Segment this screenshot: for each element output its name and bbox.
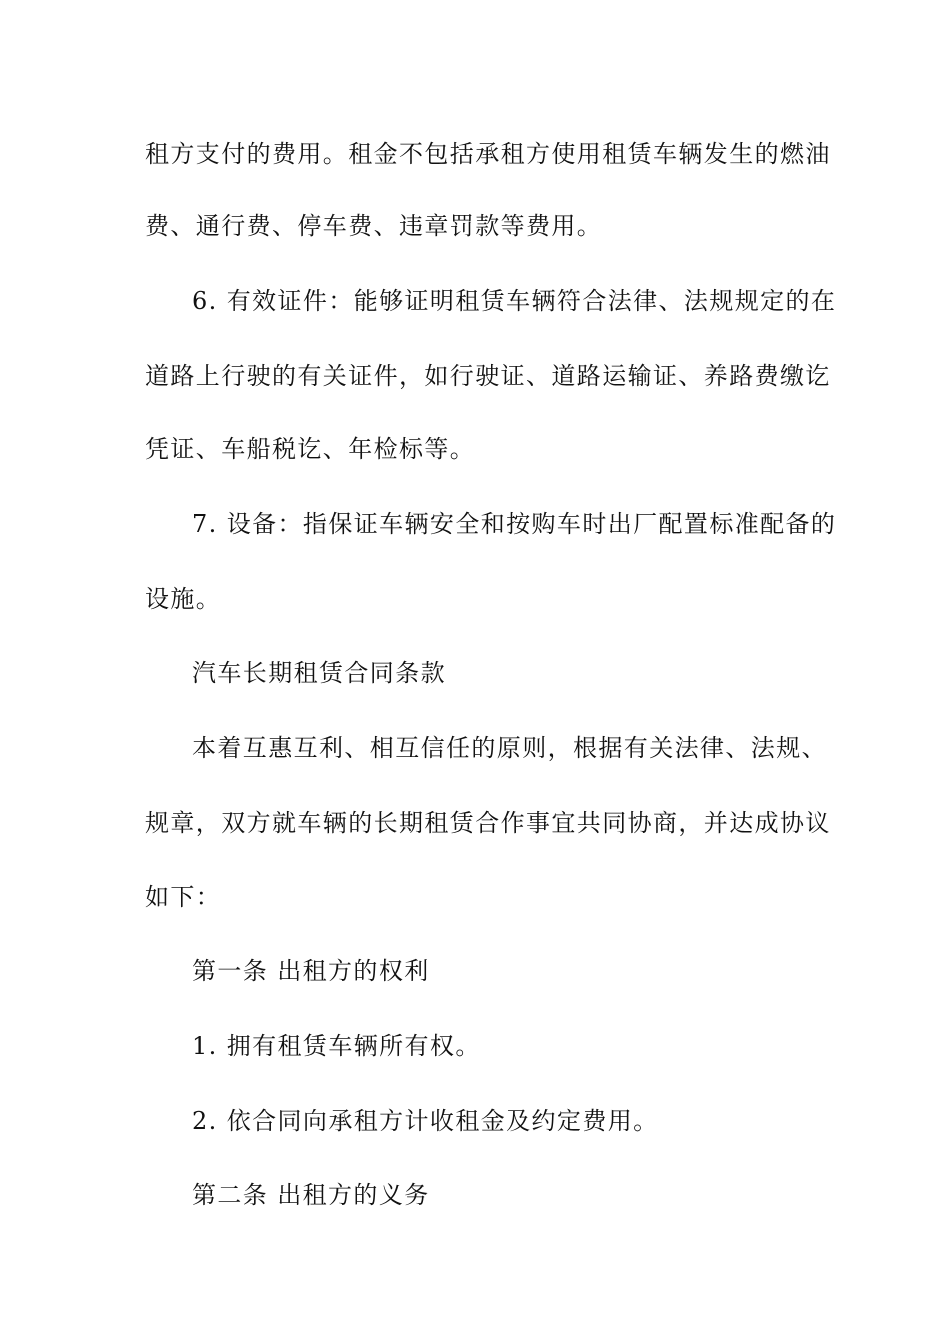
article-2-heading: 第二条 出租方的义务 bbox=[192, 1181, 430, 1209]
paragraph-line: 如下： bbox=[145, 883, 222, 911]
clause-7-line: 7. 设备：指保证车辆安全和按购车时出厂配置标准配备的 bbox=[192, 510, 837, 538]
article-1-heading: 第一条 出租方的权利 bbox=[192, 957, 430, 985]
list-item: 1. 拥有租赁车辆所有权。 bbox=[192, 1032, 481, 1060]
paragraph-line: 道路上行驶的有关证件，如行驶证、道路运输证、养路费缴讫 bbox=[145, 362, 831, 390]
section-title: 汽车长期租赁合同条款 bbox=[192, 659, 446, 687]
paragraph-line: 租方支付的费用。租金不包括承租方使用租赁车辆发生的燃油 bbox=[145, 140, 831, 168]
clause-6-line: 6. 有效证件：能够证明租赁车辆符合法律、法规规定的在 bbox=[192, 287, 837, 315]
paragraph-line: 设施。 bbox=[145, 585, 222, 613]
list-item: 2. 依合同向承租方计收租金及约定费用。 bbox=[192, 1107, 659, 1135]
paragraph-line: 费、通行费、停车费、违章罚款等费用。 bbox=[145, 212, 603, 240]
paragraph-line: 凭证、车船税讫、年检标等。 bbox=[145, 435, 476, 463]
paragraph-line: 规章，双方就车辆的长期租赁合作事宜共同协商，并达成协议 bbox=[145, 809, 831, 837]
intro-line: 本着互惠互利、相互信任的原则，根据有关法律、法规、 bbox=[192, 734, 827, 762]
